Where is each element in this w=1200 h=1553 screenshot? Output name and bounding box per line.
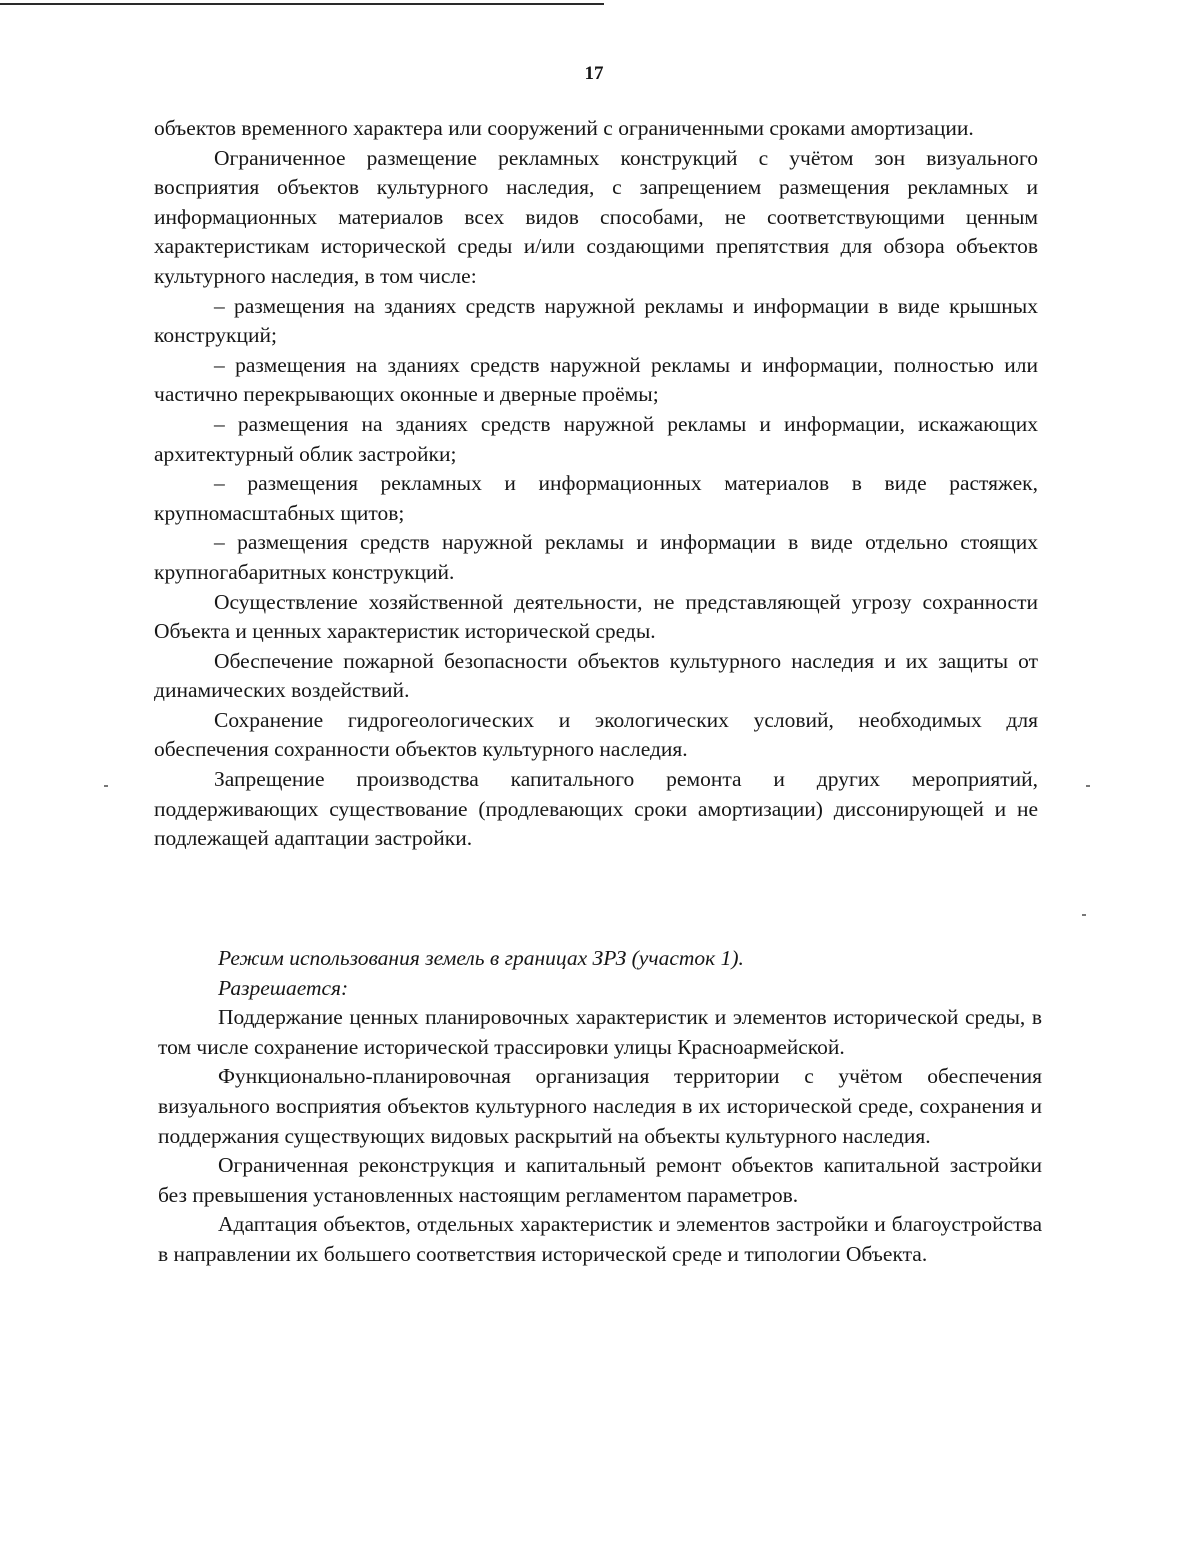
- section-1-body: [154, 114, 1038, 854]
- paragraph: Запрещение производства капитального ремонта и других мероприятий, поддерживающих существование (продлевающих сроки амортизации) диссонирующей и не подлежащей адаптации застройки.: [154, 767, 1038, 851]
- paragraph: объектов временного характера или сооружений с ограниченными сроками амортизации.: [154, 116, 974, 140]
- paragraph: Адаптация объектов, отдельных характеристик и элементов застройки и благоустройства в направлении их большего соответствия исторической среде и типологии Объекта.: [158, 1212, 1042, 1266]
- list-item: – размещения на зданиях средств наружной рекламы и информации в виде крышных конструкций;: [154, 293, 1038, 348]
- scan-top-rule: [0, 3, 604, 5]
- list-item: – размещения рекламных и информационных материалов в виде растяжек, крупномасштабных щитов;: [154, 471, 1038, 525]
- section-heading: Режим использования земель в границах ЗРЗ (участок 1).: [218, 946, 744, 970]
- page-number: 17: [584, 63, 604, 84]
- paragraph: Осуществление хозяйственной деятельности, не представляющей угрозу сохранности Объекта и ценных характеристик исторической среды.: [154, 589, 1038, 644]
- paragraph: Поддержание ценных планировочных характеристик и элементов исторической среды, в том числе сохранение исторической трассировки улицы Красноармейской.: [158, 1005, 1042, 1059]
- section-2-body: [158, 944, 1042, 1270]
- paragraph: Сохранение гидрогеологических и экологических условий, необходимых для обеспечения сохранности объектов культурного наследия.: [154, 707, 1038, 762]
- scan-speck: [1082, 914, 1086, 916]
- list-item: – размещения на зданиях средств наружной рекламы и информации, полностью или частично перекрывающих оконные и дверные проёмы;: [154, 352, 1038, 407]
- paragraph: Ограниченное размещение рекламных конструкций с учётом зон визуального восприятия объектов культурного наследия, с запрещением размещения рекламных и информационных материалов всех видов способами, не соответствующими ценным характеристикам исторической среды и/или создающими препятствия для обзора объектов культурного наследия, в том числе:: [154, 145, 1038, 288]
- section-subheading: Разрешается:: [218, 975, 349, 1000]
- scan-speck: [104, 785, 108, 787]
- list-item: – размещения на зданиях средств наружной рекламы и информации, искажающих архитектурный облик застройки;: [154, 411, 1038, 466]
- list-item: – размещения средств наружной рекламы и информации в виде отдельно стоящих крупногабаритных конструкций.: [154, 530, 1038, 584]
- paragraph: Ограниченная реконструкция и капитальный ремонт объектов капитальной застройки без превышения установленных настоящим регламентом параметров.: [158, 1153, 1042, 1207]
- scan-speck: [1086, 785, 1090, 787]
- paragraph: Функционально-планировочная организация территории с учётом обеспечения визуального восприятия объектов культурного наследия в их исторической среде, сохранения и поддержания существующих видовых раскрытий на объекты культурного наследия.: [158, 1064, 1042, 1148]
- paragraph: Обеспечение пожарной безопасности объектов культурного наследия и их защиты от динамических воздействий.: [154, 648, 1038, 703]
